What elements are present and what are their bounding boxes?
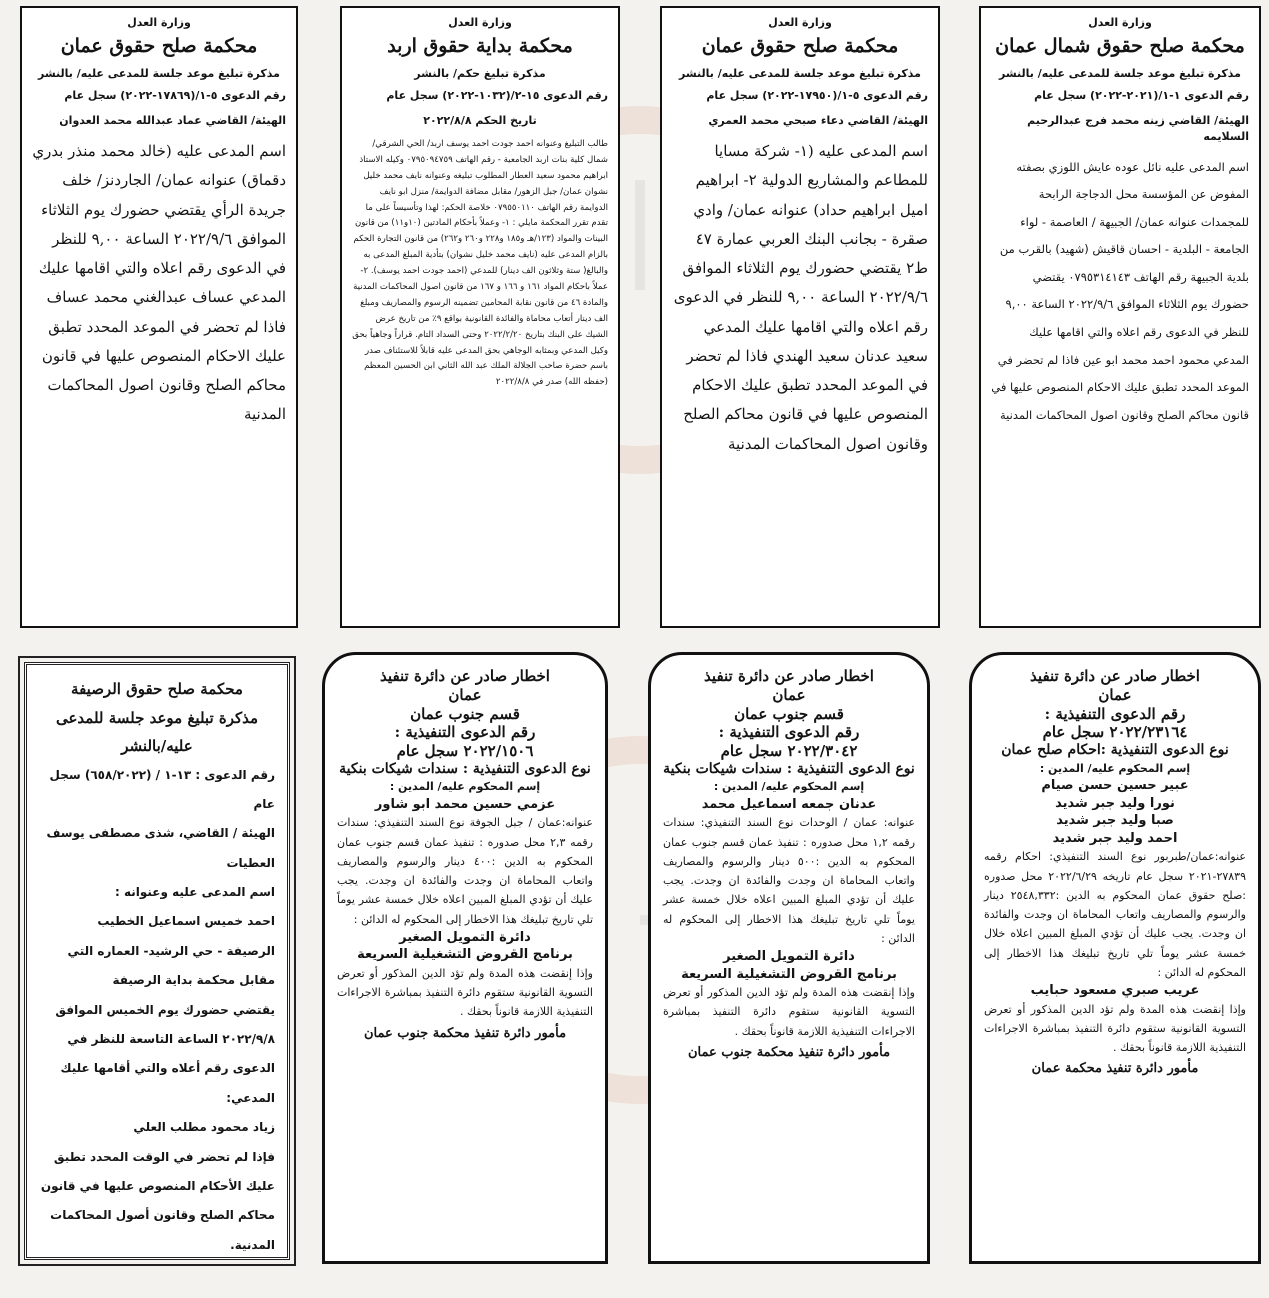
case-label: رقم الدعوى التنفيذية : — [394, 723, 536, 742]
judge-line: الهيئة/ القاضي عماد عبدالله محمد العدوان — [59, 113, 286, 127]
notice-body: يقتضي حضورك يوم الخميس الموافق ٢٠٢٢/٩/٨ الساعة التاسعة للنظر في الدعوى رقم أعلاه والتي أقامها عليك المدعي: — [55, 1002, 275, 1105]
notice-footer: مأمور دائرة تنفيذ محكمة عمان — [1031, 1061, 1199, 1077]
creditor-program: برنامج القروض التشغيلية السريعة — [357, 947, 573, 963]
notice-execution-amman — [969, 652, 1261, 1264]
notice-body: اسم المدعى عليه (خالد محمد منذر بدري دقماق) عنوانه عمان/ الجاردنز/ خلف جريدة الرأي يقتضي حضورك يوم الثلاثاء الموافق ٢٠٢٢/٩/٦ الساعة ٩,٠٠ للنظر في الدعوى رقم اعلاه والتي اقامها عليك المدعي عساف عبدالغني محمد عساف فاذا لم تحضر في الموعد المحدد تطبق عليك الاحكام المنصوص عليها في قانون محاكم الصلح وقانون اصول المحاكمات المدنية — [32, 142, 286, 424]
notice-footer: مأمور دائرة تنفيذ محكمة جنوب عمان — [687, 1044, 891, 1060]
execution-section: قسم جنوب عمان — [410, 704, 520, 723]
case-number: ٢٠٢٢/٣٠٤٢ سجل عام — [720, 742, 858, 760]
notice-subject: مذكرة تبليغ موعد جلسة للمدعى عليه/ بالنشر — [679, 67, 921, 80]
debtor-name: عبير حسين حسن صيام — [1041, 778, 1189, 794]
notice-rusaifa-court — [24, 662, 290, 1260]
judge-line: الهيئة/ القاضي زينه محمد فرج عبدالرحيم السلايمه — [1027, 113, 1249, 143]
notice-body: عنوانه:عمان/طبربور نوع السند التنفيذي: احكام رقمه ٢٧٨٣٩-٢٠٢١ سجل عام تاريخه ٢٠٢٢/٦/٢٩ محل صدوره :صلح حقوق عمان المحكوم به الدين :٢٥٤٨,٣٣٢ دينار والرسوم والمصاريف واتعاب المحاماة ان وجدت والفائدة ان وجدت. يجب عليك أن تؤدي المبلغ المبين اعلاه خلال خمسة عشر يوماً تلي تاريخ تبليغك هذا الاخطار إلى المحكوم له الدائن : — [984, 850, 1246, 979]
debtor-label: إسم المحكوم عليه/ المدين : — [389, 780, 541, 794]
notice-body: طالب التبليغ وعنوانه احمد جودت احمد يوسف اربد/ الحي الشرقي/ شمال كلية بنات اربد الجامعية - رقم الهاتف ٠٧٩٥٠٩٤٧٥٩ وكيله الاستاذ ابراهيم محمود سعيد العطار المطلوب تبليغه وعنوانه نايف محمد خليل نشوان عمان/ جبل الزهور/ مقابل مضافة الدوايمة/ منزل ابو نايف الدوايمة رقم الهاتف ٠٧٩٥٥٠١١٠ خلاصة الحكم: لهذا وتأسيساً على ما تقدم تقرر المحكمة مايلي : ١- وعملاً بأحكام المادتين (١٠و١١) من قانون البينات والمواد (١٢٣/هـ و١٨٥ و٢٢٨ و٢٦٠ و٢٦٢) من قانون التجارة الحكم بالزام المدعى عليه (نايف محمد خليل نشوان) بتأدية المبلغ المدعى به والبالغ( ستة وثلاثون الف دينار) للمدعي (احمد جودت احمد يوسف). ٢- عملاً باحكام المواد ١٦١ و ١٦٦ و ١٦٧ من قانون اصول المحاكمات المدنية والمادة ٤٦ من قانون نقابة المحامين تضمينه الرسوم والمصاريف ومبلغ الف دينار أتعاب محاماة والفائدة القانونية بواقع ٩٪ من تاريخ عرض الشيك على البنك بتاريخ ٢٠٢٢/٢/٢٠ وحتى السداد التام. قراراً وجاهياً بحق وكيل المدعي وبمثابه الوجاهي بحق المدعى عليه قابلاً للاستئناف صدر باسم حضرة صاحب الجلالة الملك عبد الله الثاني ابن الحسين المعظم (حفظه الله) صدر في ٢٠٢٢/٨/٨ — [352, 139, 608, 388]
notice-body: اسم المدعى عليه (١- شركة مسايا للمطاعم والمشاريع الدولية ٢- ابراهيم اميل ابراهيم حداد) عنوانه عمان/ وادي صقرة - بجانب البنك العربي عمارة ٤٧ ط٢ يقتضي حضورك يوم الثلاثاء الموافق ٢٠٢٢/٩/٦ الساعة ٩,٠٠ للنظر في الدعوى رقم اعلاه والتي اقامها عليك المدعي سعيد عدنان سعيد الهندي فاذا لم تحضر في الموعد المحدد تطبق عليك الاحكام المنصوص عليها في قانون محاكم الصلح وقانون اصول المحاكمات المدنية — [673, 142, 928, 453]
notice-amman-court-a — [660, 6, 940, 628]
notice-subject: مذكرة تبليغ حكم/ بالنشر — [414, 67, 546, 80]
case-number: رقم الدعوى ٥-١/(١٧٩٥٠-٢٠٢٢) سجل عام — [706, 89, 928, 102]
judge-line: الهيئة/ القاضي دعاء صبحي محمد العمري — [708, 113, 928, 127]
case-type: نوع الدعوى التنفيذية : سندات شيكات بنكية — [663, 760, 915, 777]
notice-closing: وإذا إنقضت هذه المدة ولم تؤد الدين المذكور أو تعرض التسوية القانونية ستقوم دائرة التنفيذ بمباشرة الاجراءات التنفيذية اللازمة قانوناً بحقك . — [663, 986, 915, 1038]
notice-closing: فإذا لم تحضر في الوقت المحدد تطبق عليك الأحكام المنصوص عليها في قانون محاكم الصلح وقانون أصول المحاكمات المدنية. — [40, 1149, 275, 1252]
defendant-label: اسم المدعى عليه وعنوانه : — [114, 885, 275, 900]
ministry-label: وزارة العدل — [1088, 16, 1152, 29]
notice-subject: مذكرة تبليغ موعد جلسة للمدعى عليه/بالنشر — [55, 708, 259, 755]
judge-line: الهيئة / القاضي، شذى مصطفى يوسف العطيات — [46, 826, 275, 870]
court-title: محكمة بداية حقوق اربد — [387, 35, 573, 57]
execution-header: اخطار صادر عن دائرة تنفيذ — [380, 667, 550, 685]
verdict-date: تاريخ الحكم ٢٠٢٢/٨/٨ — [423, 113, 537, 127]
defendant-address: الرصيفة - حي الرشيد- العماره التي مقابل محكمة بداية الرصيفة — [67, 943, 275, 988]
execution-city: عمان — [1098, 685, 1132, 704]
case-number: ٢٠٢٢/٢٣١٦٤ سجل عام — [1042, 723, 1188, 742]
notice-execution-south-amman-b — [322, 652, 608, 1264]
case-number: رقم الدعوى ١-١/(٢٠٢١-٢٠٢٢) سجل عام — [1034, 89, 1249, 102]
case-number: ٢٠٢٢/١٥٠٦ سجل عام — [396, 742, 534, 760]
debtor-name: عزمي حسين محمد ابو شاور — [374, 796, 556, 812]
case-number: رقم الدعوى ١٥-٢/(١٠٣٢-٢٠٢٢) سجل عام — [386, 89, 608, 102]
notice-irbid-court — [340, 6, 620, 628]
case-type: نوع الدعوى التنفيذية : سندات شيكات بنكية — [339, 760, 591, 777]
ministry-label: وزارة العدل — [448, 16, 512, 29]
debtor-name: احمد وليد جبر شديد — [1052, 830, 1178, 846]
execution-city: عمان — [772, 685, 806, 704]
case-label: رقم الدعوى التنفيذية : — [718, 723, 860, 742]
creditor-program: برنامج القروض التشغيلية السريعة — [681, 966, 897, 982]
ministry-label: وزارة العدل — [768, 16, 832, 29]
plaintiff-name: زياد محمود مطلب العلي — [133, 1120, 275, 1135]
notice-footer: مأمور دائرة تنفيذ محكمة جنوب عمان — [363, 1025, 567, 1041]
ministry-label: وزارة العدل — [127, 16, 191, 29]
notice-closing: وإذا إنقضت هذه المدة ولم تؤد الدين المذكور أو تعرض التسوية القانونية ستقوم دائرة التنفيذ بمباشرة الاجراءات التنفيذية اللازمة قانوناً بحقك . — [984, 1002, 1246, 1055]
debtor-name: صبا وليد جبر شديد — [1056, 813, 1174, 829]
creditor-name: دائرة التمويل الصغير — [723, 949, 855, 965]
notice-north-amman-court — [979, 6, 1261, 628]
execution-header: اخطار صادر عن دائرة تنفيذ — [1030, 667, 1200, 685]
case-number: رقم الدعوى : ١٣-١ / (٦٥٨/٢٠٢٢) سجل عام — [49, 767, 275, 811]
court-title: محكمة صلح حقوق عمان — [60, 35, 258, 57]
execution-city: عمان — [448, 685, 482, 704]
notice-amman-court-b — [20, 6, 298, 628]
debtor-name: عدنان جمعه اسماعيل محمد — [701, 796, 877, 812]
debtor-name: نورا وليد جبر شديد — [1055, 795, 1175, 811]
execution-header: اخطار صادر عن دائرة تنفيذ — [704, 667, 874, 685]
case-label: رقم الدعوى التنفيذية : — [1044, 704, 1186, 723]
debtor-label: إسم المحكوم عليه/ المدين : — [1039, 761, 1191, 775]
notice-closing: وإذا إنقضت هذه المدة ولم تؤد الدين المذكور أو تعرض التسوية القانونية ستقوم دائرة التنفيذ بمباشرة الاجراءات التنفيذية اللازمة قانوناً بحقك . — [337, 966, 593, 1019]
notice-subject: مذكرة تبليغ موعد جلسة للمدعى عليه/ بالنشر — [38, 67, 280, 80]
notice-body: عنوانه:عمان / جبل الجوفة نوع السند التنفيذي: سندات رقمه ٢,٣ محل صدوره : تنفيذ عمان قسم جنوب عمان المحكوم به الدين :٤٠٠ دينار والرسوم والمصاريف واتعاب المحاماة ان وجدت والفائدة ان وجدت. يجب عليك أن تؤدي المبلغ المبين اعلاه خلال خمسة عشر يوماً تلي تاريخ تبليغك هذا الاخطار إلى المحكوم له الدائن : — [337, 816, 593, 926]
notice-body: عنوانه: عمان / الوحدات نوع السند التنفيذي: سندات رقمه ١,٢ محل صدوره : تنفيذ عمان قسم جنوب عمان المحكوم به الدين :٥٠٠ دينار والرسوم والمصاريف واتعاب المحاماة ان وجدت والفائدة ان وجدت. يجب عليك أن تؤدي المبلغ المبين اعلاه خلال خمسة عشر يوماً تلي تاريخ تبليغك هذا الاخطار إلى المحكوم له الدائن : — [663, 816, 916, 945]
court-title: محكمة صلح حقوق الرصيفة — [71, 680, 243, 698]
execution-section: قسم جنوب عمان — [734, 704, 844, 723]
court-title: محكمة صلح حقوق شمال عمان — [995, 35, 1245, 57]
case-type: نوع الدعوى التنفيذية :احكام صلح عمان — [1001, 742, 1229, 758]
defendant-name: احمد خميس اسماعيل الخطيب — [97, 914, 275, 929]
notice-body: اسم المدعى عليه نائل عوده عايش اللوزي بصفته المفوض عن المؤسسة محل الدجاجة الرابحة للمجمدات عنوانه عمان/ الجبيهة / العاصمة - لواء الجامعة - البلدية - احسان قاقيش (شهيد) بالقرب من بلدية الجبيهة رقم الهاتف ٠٧٩٥٣١٤١٤٣ يقتضي حضورك يوم الثلاثاء الموافق ٢٠٢٢/٩/٦ الساعة ٩,٠٠ للنظر في الدعوى رقم اعلاه والتي اقامها عليك المدعي محمود احمد محمد ابو عين فاذا لم تحضر في الموعد المحدد تطبق عليك الاحكام المنصوص عليها في قانون محاكم الصلح وقانون اصول المحاكمات المدنية — [991, 159, 1249, 422]
notice-subject: مذكرة تبليغ موعد جلسة للمدعى عليه/ بالنشر — [999, 67, 1241, 80]
creditor-name: عريب صبري مسعود حبايب — [1030, 983, 1200, 999]
creditor-name: دائرة التمويل الصغير — [399, 929, 531, 945]
notice-execution-south-amman-a — [648, 652, 930, 1264]
debtor-label: إسم المحكوم عليه/ المدين : — [713, 780, 865, 794]
case-number: رقم الدعوى ٥-١/(١٧٨٦٩-٢٠٢٢) سجل عام — [64, 89, 286, 102]
court-title: محكمة صلح حقوق عمان — [701, 35, 899, 57]
